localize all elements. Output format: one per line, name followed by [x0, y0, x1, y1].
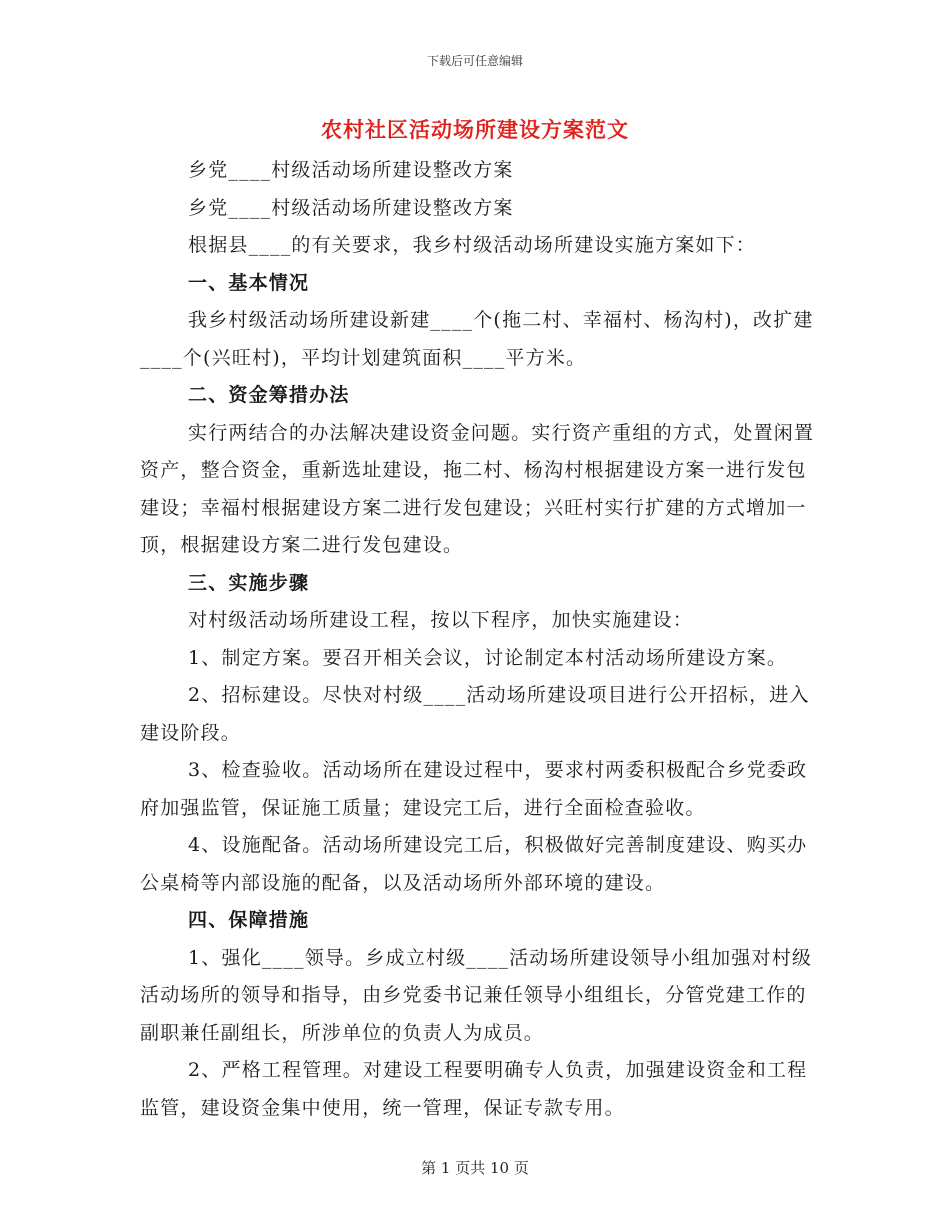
list-item: 1、制定方案。要召开相关会议，讨论制定本村活动场所建设方案。 — [188, 646, 788, 669]
list-item: 1、强化____领导。乡成立村级____活动场所建设领导小组加强对村级活动场所的领导和指导，由乡党委书记兼任领导小组组长，分管党建工作的副职兼任副组长，所涉单位的负责人为成员。 — [140, 946, 813, 1044]
section-heading: 一、基本情况 — [188, 271, 310, 294]
section-heading: 三、实施步骤 — [188, 571, 310, 594]
body-paragraph: 我乡村级活动场所建设新建____个(拖二村、幸福村、杨沟村)，改扩建____个(兴旺村)，平均计划建筑面积____平方米。 — [140, 309, 814, 369]
document-body — [140, 152, 820, 1127]
list-item: 4、设施配备。活动场所建设完工后，积极做好完善制度建设、购买办公桌椅等内部设施的配备，以及活动场所外部环境的建设。 — [140, 834, 808, 894]
document-title: 农村社区活动场所建设方案范文 — [321, 117, 629, 142]
intro-paragraph: 根据县____的有关要求，我乡村级活动场所建设实施方案如下： — [188, 234, 757, 256]
subtitle-line: 乡党____村级活动场所建设整改方案 — [188, 196, 514, 219]
page-header-note: 下载后可任意编辑 — [426, 54, 523, 68]
subtitle-line: 乡党____村级活动场所建设整改方案 — [188, 159, 514, 181]
section-heading: 二、资金筹措办法 — [188, 384, 350, 406]
body-paragraph: 实行两结合的办法解决建设资金问题。实行资产重组的方式，处置闲置资产，整合资金，重新选址建设，拖二村、杨沟村根据建设方案一进行发包建设；幸福村根据建设方案二进行发包建设；兴旺村实行扩建的方式增加一顶，根据建设方案二进行发包建设。 — [140, 421, 815, 556]
page-number: 第 1 页共 10 页 — [421, 1159, 529, 1177]
list-item: 3、检查验收。活动场所在建设过程中，要求村两委积极配合乡党委政府加强监管，保证施工质量；建设完工后，进行全面检查验收。 — [140, 759, 808, 819]
list-item: 2、严格工程管理。对建设工程要明确专人负责，加强建设资金和工程监管，建设资金集中使用，统一管理，保证专款专用。 — [140, 1059, 808, 1119]
list-item: 2、招标建设。尽快对村级____活动场所建设项目进行公开招标，进入建设阶段。 — [140, 684, 810, 744]
body-paragraph: 对村级活动场所建设工程，按以下程序，加快实施建设： — [188, 609, 694, 631]
section-heading: 四、保障措施 — [188, 909, 310, 931]
